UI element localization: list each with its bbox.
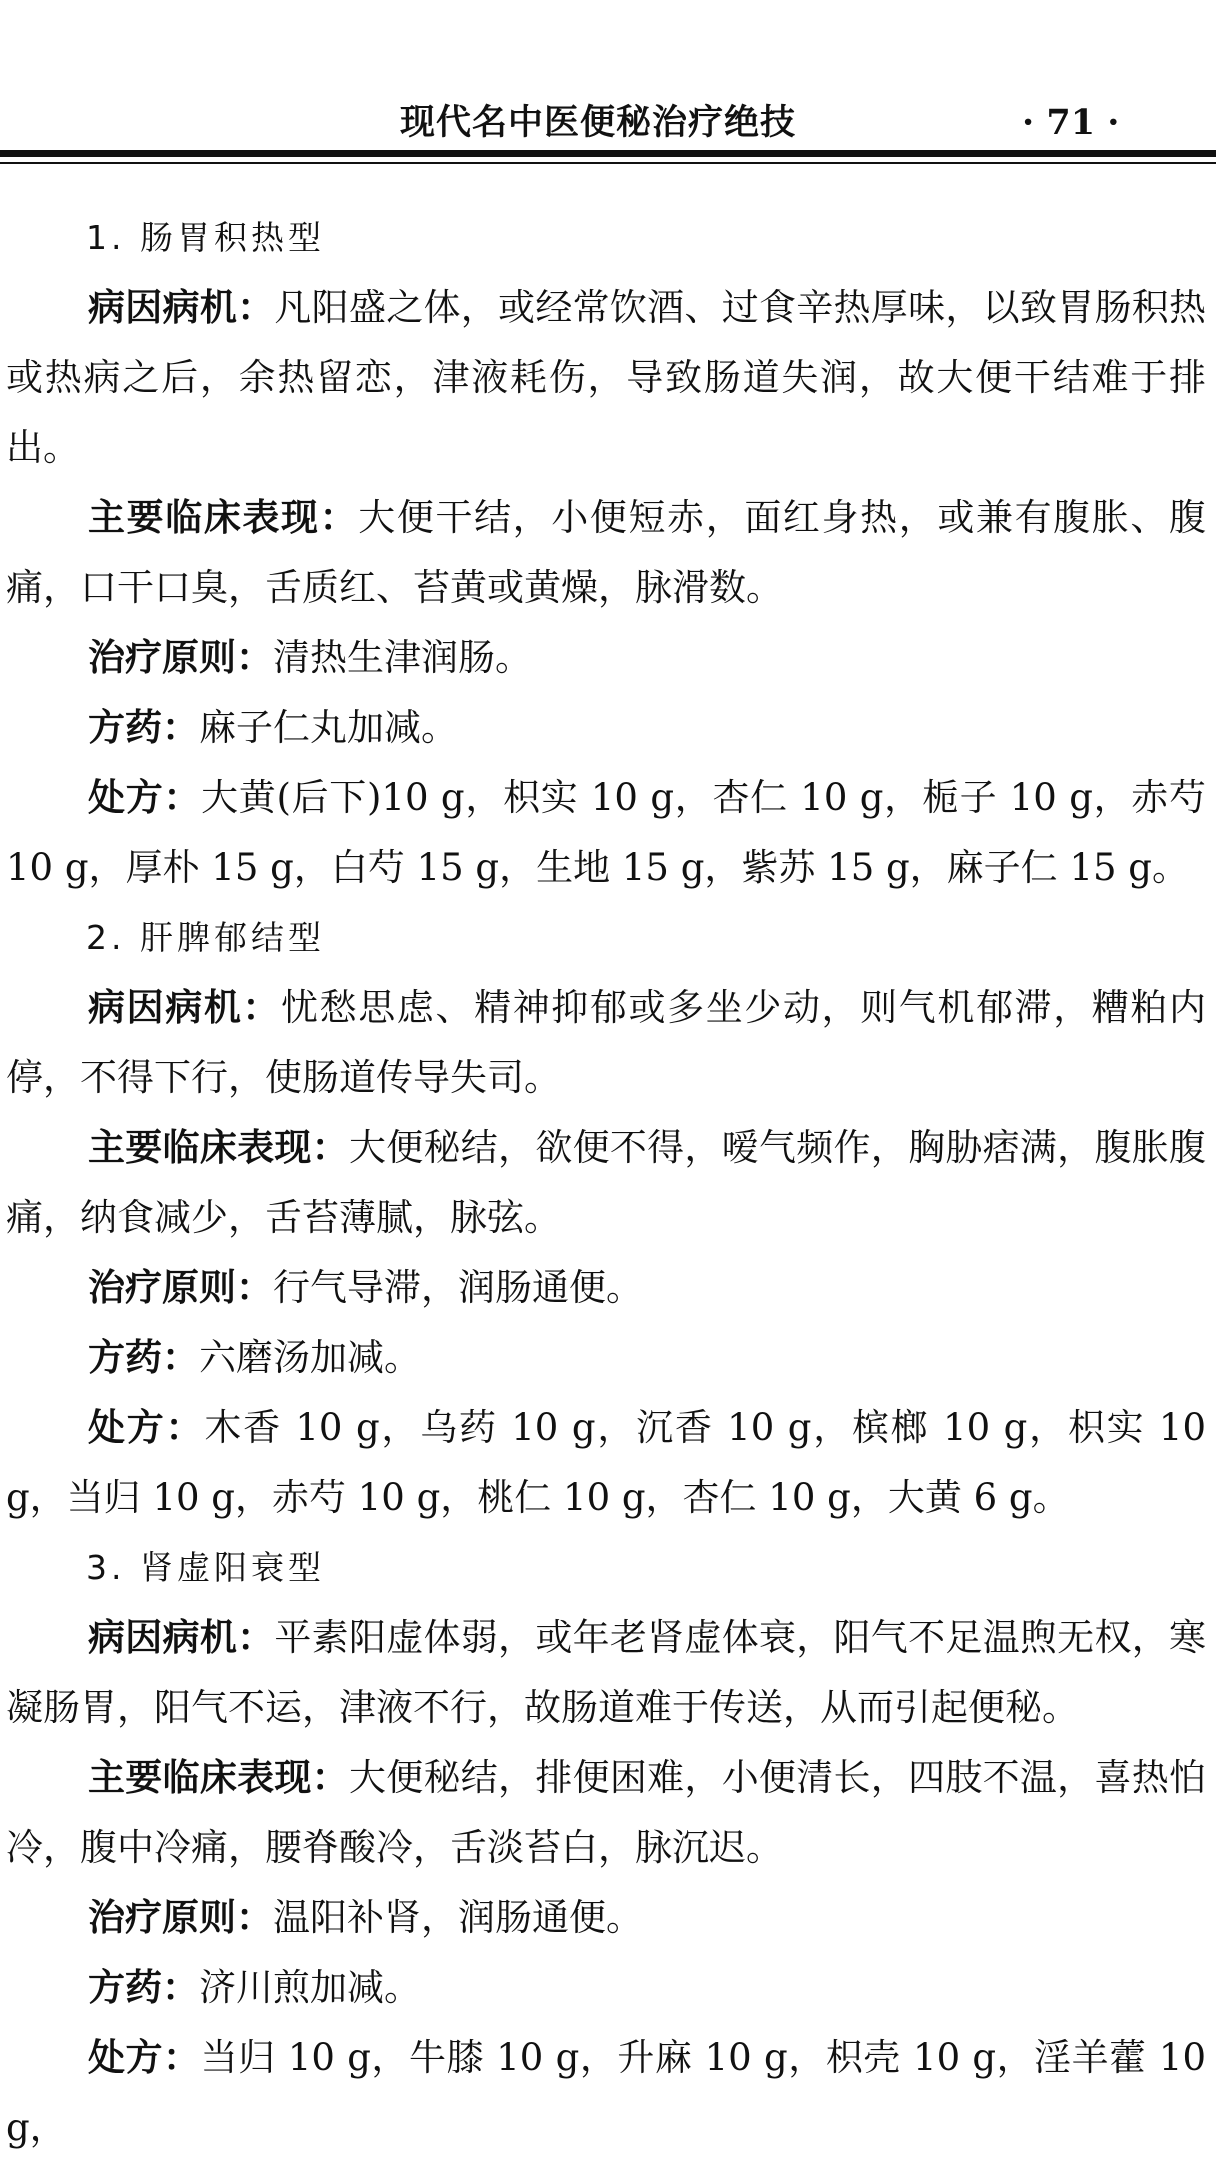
- formula-paragraph: [0, 693, 1216, 763]
- principle-text: 温阳补肾，润肠通便。: [273, 1896, 643, 1939]
- principle-text: 清热生津润肠。: [273, 636, 532, 679]
- symptoms-label: 主要临床表现：: [88, 496, 359, 539]
- section-heading: 1. 肠胃积热型: [86, 218, 325, 257]
- principle-paragraph: [0, 1253, 1216, 1323]
- prescription-text: 当归 10 g，牛膝 10 g，升麻 10 g，枳壳 10 g，淫羊藿 10 g，: [6, 2036, 1207, 2149]
- formula-label: 方药：: [88, 706, 199, 749]
- cause-paragraph: [0, 273, 1216, 483]
- symptoms-paragraph: [0, 1113, 1216, 1253]
- formula-text: 六磨汤加减。: [199, 1336, 421, 1379]
- principle-label: 治疗原则：: [88, 1266, 273, 1309]
- symptoms-label: 主要临床表现：: [88, 1126, 349, 1169]
- formula-paragraph: [0, 1323, 1216, 1393]
- book-title: 现代名中医便秘治疗绝技: [400, 103, 797, 143]
- symptoms-paragraph: [0, 1743, 1216, 1883]
- cause-paragraph: [0, 973, 1216, 1113]
- section-heading: 3. 肾虚阳衰型: [86, 1548, 325, 1587]
- symptoms-text: 大便秘结，排便困难，小便清长，四肢不温，喜热怕冷，腹中冷痛，腰脊酸冷，舌淡苔白，脉沉迟。: [6, 1756, 1207, 1869]
- header-rule-thin: [0, 162, 1216, 164]
- formula-text: 济川煎加减。: [199, 1966, 421, 2009]
- principle-text: 行气导滞，润肠通便。: [273, 1266, 643, 1309]
- cause-text: 忧愁思虑、精神抑郁或多坐少动，则气机郁滞，糟粕内停，不得下行，使肠道传导失司。: [6, 986, 1207, 1099]
- header-rule-thick: [0, 150, 1216, 157]
- prescription-label: 处方：: [88, 776, 202, 819]
- cause-label: 病因病机：: [88, 286, 275, 329]
- page-body: [0, 203, 1216, 2163]
- prescription-label: 处方：: [88, 2036, 201, 2079]
- cause-label: 病因病机：: [88, 986, 282, 1029]
- principle-label: 治疗原则：: [88, 636, 273, 679]
- symptoms-text: 大便秘结，欲便不得，嗳气频作，胸胁痞满，腹胀腹痛，纳食减少，舌苔薄腻，脉弦。: [6, 1126, 1207, 1239]
- principle-label: 治疗原则：: [88, 1896, 273, 1939]
- cause-paragraph: [0, 1603, 1216, 1743]
- principle-paragraph: [0, 1883, 1216, 1953]
- section-heading: 2. 肝脾郁结型: [86, 918, 325, 957]
- formula-paragraph: [0, 1953, 1216, 2023]
- page-number: · 71 ·: [1022, 102, 1120, 143]
- symptoms-paragraph: [0, 483, 1216, 623]
- prescription-paragraph: [0, 763, 1216, 903]
- formula-label: 方药：: [88, 1336, 199, 1379]
- prescription-paragraph: [0, 1393, 1216, 1533]
- formula-label: 方药：: [88, 1966, 199, 2009]
- prescription-label: 处方：: [88, 1406, 205, 1449]
- running-header: [0, 100, 1216, 146]
- prescription-paragraph: [0, 2023, 1216, 2163]
- symptoms-text: 大便干结，小便短赤，面红身热，或兼有腹胀、腹痛，口干口臭，舌质红、苔黄或黄燥，脉滑数。: [6, 496, 1206, 609]
- prescription-text: 木香 10 g，乌药 10 g，沉香 10 g，槟榔 10 g，枳实 10 g，当归 10 g，赤芍 10 g，桃仁 10 g，杏仁 10 g，大黄 6 g。: [6, 1406, 1207, 1519]
- cause-text: 平素阳虚体弱，或年老肾虚体衰，阳气不足温煦无权，寒凝肠胃，阳气不运，津液不行，故肠道难于传送，从而引起便秘。: [6, 1616, 1207, 1729]
- principle-paragraph: [0, 623, 1216, 693]
- symptoms-label: 主要临床表现：: [88, 1756, 349, 1799]
- prescription-text: 大黄(后下)10 g，枳实 10 g，杏仁 10 g，栀子 10 g，赤芍 10 g，厚朴 15 g，白芍 15 g，生地 15 g，紫苏 15 g，麻子仁 15 g。: [6, 776, 1207, 889]
- cause-label: 病因病机：: [88, 1616, 275, 1659]
- cause-text: 凡阳盛之体，或经常饮酒、过食辛热厚味，以致胃肠积热或热病之后，余热留恋，津液耗伤，导致肠道失润，故大便干结难于排出。: [6, 286, 1207, 469]
- formula-text: 麻子仁丸加减。: [199, 706, 458, 749]
